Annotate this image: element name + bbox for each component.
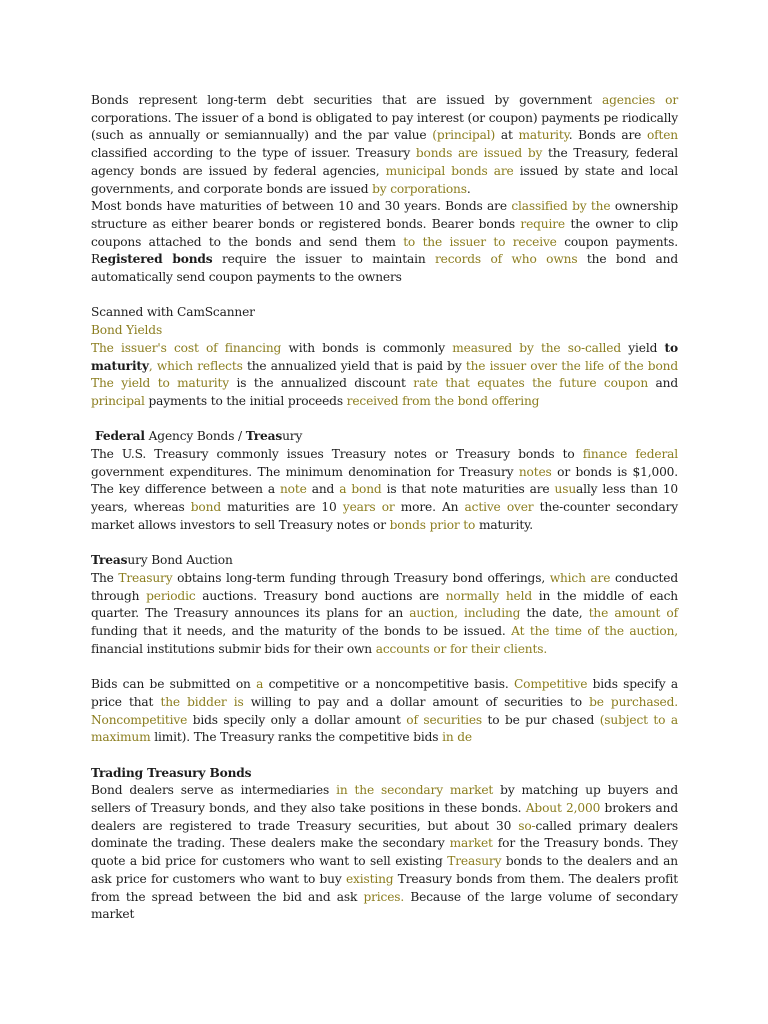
text-run: . Bonds are	[568, 128, 647, 143]
text-run: a	[256, 677, 264, 692]
text-run: municipal bonds are	[385, 163, 514, 178]
text-run: to the issuer to receive	[403, 234, 557, 249]
text-run: Federal	[95, 429, 145, 444]
text-run: conducted through	[91, 570, 678, 603]
federal-paragraph	[91, 446, 678, 535]
text-run: active	[464, 500, 501, 515]
text-run: held	[505, 588, 532, 603]
maturities-paragraph	[91, 198, 678, 287]
text-run: ury Bond Auction	[127, 553, 233, 568]
text-run: The yield to maturity	[91, 376, 230, 391]
text-run: measured by the so-called	[452, 340, 622, 355]
text-run: financial institutions submir bids for their own	[91, 641, 376, 656]
auction-paragraph	[91, 570, 678, 659]
text-run: accounts or for their clients.	[375, 641, 548, 656]
scanned-note: Scanned with CamScanner	[91, 305, 255, 320]
text-run: obtains long-term funding through Treasury bond offerings,	[172, 570, 550, 585]
text-run: competitive or a noncompetitive basis.	[263, 677, 514, 692]
text-run: Because of the large volume of secondary market	[91, 889, 679, 922]
text-run: for the Treasury bonds. They quote a bid price for customers who want to sell existing	[91, 836, 678, 869]
text-run: auctions. Treasury bond auctions are	[195, 588, 446, 603]
text-run: the Treasury, federal agency bonds are issued by federal agencies,	[91, 146, 678, 178]
text-run: Competitive	[514, 677, 588, 692]
text-run: The issuer's cost of financing	[91, 340, 282, 355]
text-run: The U.S. Treasury commonly issues Treasury notes or Treasury bonds to	[91, 447, 583, 462]
text-run: of securities	[406, 712, 483, 727]
text-run: classified by the	[511, 199, 611, 214]
document-body	[91, 92, 678, 924]
text-run: normally	[445, 588, 500, 603]
text-run: maximum	[91, 730, 151, 745]
text-run: by matching up buyers and sellers of Treasury bonds, and they also take positions in these bonds.	[91, 783, 678, 816]
text-run: the date,	[520, 606, 589, 621]
text-run: years or	[342, 500, 395, 515]
text-run: with bonds is commonly	[281, 340, 453, 355]
bond-yields-heading: Bond Yields	[91, 323, 163, 338]
text-run: notes	[518, 464, 552, 479]
trading-paragraph	[91, 782, 678, 924]
text-run: so-	[518, 818, 536, 833]
text-run: records of who owns	[435, 252, 578, 267]
text-run: bids specily only a dollar amount	[187, 712, 407, 727]
text-run: and	[648, 376, 679, 391]
text-run: periodic	[146, 588, 196, 603]
text-run: corporations. The issuer of a bond is obligated to pay interest (or coupon) payments pe riodically (such as annually or semiannually) and the par value	[91, 110, 678, 143]
text-run: market	[449, 836, 493, 851]
text-run: prices.	[363, 889, 405, 904]
text-run: egistered bonds	[100, 252, 213, 267]
text-run: usu	[554, 482, 577, 497]
text-run: in the middle of each quarter. The Treasury announces its plans for an	[91, 588, 679, 621]
text-run: ownership structure as either bearer bonds or registered bonds. Bearer bonds	[91, 199, 679, 231]
text-run: a bond	[339, 482, 382, 497]
text-run: Bids can be submitted on	[91, 677, 257, 692]
text-run: coupon payments. R	[91, 234, 678, 267]
text-run: Agency Bonds /	[144, 429, 246, 444]
text-run: require	[520, 216, 565, 231]
text-run: (principal)	[432, 128, 496, 143]
auction-heading	[91, 552, 678, 570]
text-run: is that note maturities are	[381, 482, 555, 497]
text-run: the issuer over the life of the bond	[465, 358, 678, 373]
text-run: the bidder is	[160, 694, 244, 709]
text-run: rate that equates the future coupon	[413, 376, 649, 391]
text-run: bonds prior to	[389, 517, 476, 532]
text-run: Treasury bonds from them. The dealers profit from the spread between the bid and ask	[91, 871, 678, 904]
text-run: (subject to a	[599, 712, 678, 727]
text-run	[499, 589, 506, 603]
text-run: maturities are 10	[220, 500, 343, 515]
text-run: agencies or	[602, 93, 678, 107]
text-run: classified according to the type of issuer. Treasury	[91, 146, 416, 161]
text-run: brokers and dealers are registered to trade Treasury securities, but about 30	[91, 801, 678, 833]
text-run: the owner to clip coupons attached to the bonds and send them	[91, 216, 678, 249]
text-run: be purchased.	[589, 694, 678, 709]
text-run: the-counter secondary market allows investors to sell Treasury notes or	[91, 500, 678, 532]
text-run: the amount of	[588, 606, 678, 621]
text-run: Treas	[245, 429, 283, 444]
text-run: bids specify a price that	[91, 677, 679, 709]
text-run: the bond and automatically send coupon payments to the owners	[91, 252, 678, 285]
text-run: often	[646, 128, 678, 143]
text-run: principal	[91, 393, 145, 408]
text-run: maturity.	[475, 517, 533, 532]
text-run: .	[466, 181, 471, 196]
text-run: The	[91, 570, 119, 585]
text-run: At the time of the auction,	[511, 624, 679, 639]
text-run: Treasury	[447, 854, 502, 869]
text-run: existing	[345, 871, 394, 886]
text-run: bonds are issued by	[415, 146, 543, 161]
text-run: Noncompetitive	[91, 712, 188, 727]
text-run: auction, including	[409, 606, 521, 621]
text-run: bonds to the dealers and an ask price for customers who want to buy	[91, 854, 678, 886]
text-run: to be pur chased	[482, 712, 600, 727]
text-run: which are	[549, 570, 611, 585]
text-run: bond	[190, 500, 221, 515]
text-run: government expenditures. The minimum denomination for Treasury	[91, 464, 519, 479]
text-run: called primary dealers dominate the trading. These dealers make the secondary	[91, 818, 678, 851]
yields-paragraph	[91, 340, 678, 411]
text-run: Bond dealers serve as intermediaries	[91, 783, 337, 798]
text-run: willing to pay and a dollar amount of securities to	[243, 694, 590, 709]
text-run: issued by state and local governments, and corporate bonds are issued	[91, 163, 678, 196]
text-run: Most bonds have maturities of between 10 and 30 years. Bonds are	[91, 199, 512, 214]
text-run: maturity	[518, 128, 569, 143]
text-run: About 2,000	[525, 801, 601, 816]
text-run: yield	[621, 340, 665, 355]
text-run: , which reflects	[148, 358, 243, 373]
text-run: in de	[442, 730, 472, 745]
federal-agency-heading	[91, 428, 678, 446]
trading-heading: Trading Treasury Bonds	[91, 765, 252, 780]
text-run: Treasury	[118, 570, 173, 585]
text-run: payments to the initial proceeds	[144, 393, 347, 408]
text-run: is the annualized discount	[229, 376, 414, 391]
text-run: finance federal	[582, 447, 678, 462]
text-run: Bonds represent long-term debt securities that are issued by government	[91, 93, 602, 107]
text-run: or bonds is $1,000. The key difference between a	[91, 464, 678, 497]
text-run: note	[279, 482, 307, 497]
text-run: by corporations	[372, 181, 467, 196]
bids-paragraph	[91, 676, 678, 747]
text-run: ury	[282, 429, 303, 444]
intro-paragraph	[91, 92, 678, 198]
text-run: over	[506, 500, 534, 515]
text-run: in the secondary market	[336, 783, 494, 798]
text-run: to maturity	[91, 340, 678, 373]
text-run: the annualized yield that is paid by	[242, 358, 466, 373]
text-run: Treas	[91, 553, 128, 568]
text-run: received from the bond offering	[346, 393, 540, 408]
text-run: limit). The Treasury ranks the competitive bids	[150, 730, 443, 745]
text-run: ally less than 10 years, whereas	[91, 482, 678, 515]
text-run: more. An	[394, 500, 465, 515]
text-run: require the issuer to maintain	[212, 252, 435, 267]
text-run: at	[495, 128, 519, 143]
text-run: and	[306, 482, 340, 497]
text-run: funding that it needs, and the maturity of the bonds to be issued.	[91, 624, 512, 639]
